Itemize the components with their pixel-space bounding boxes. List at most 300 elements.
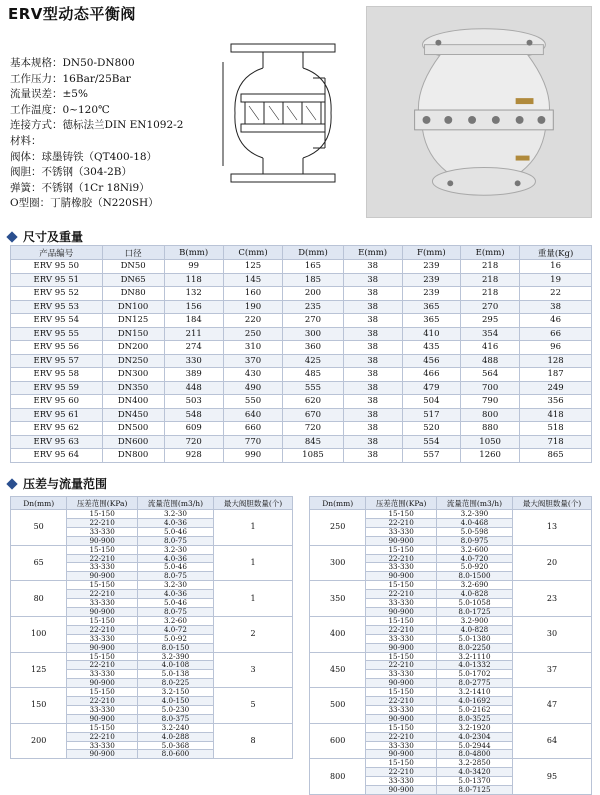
flow-range-cell: 4.0-72 [137, 625, 213, 634]
table-cell: 128 [520, 354, 592, 368]
flow-range-cell: 8.0-1500 [436, 572, 512, 581]
table-cell: 295 [461, 314, 520, 328]
table-row [310, 616, 592, 625]
flow-range-cell: 8.0-975 [436, 536, 512, 545]
table-cell: 38 [343, 287, 402, 301]
pressure-range-cell: 22-210 [366, 661, 437, 670]
table-cell: 250 [223, 327, 283, 341]
pressure-range-cell: 22-210 [67, 554, 138, 563]
table-cell: 38 [343, 395, 402, 409]
flow-range-cell: 4.0-828 [436, 625, 512, 634]
table-cell: 239 [402, 260, 460, 274]
table-cell: 274 [164, 341, 223, 355]
pressure-range-cell: 15-150 [67, 510, 138, 519]
max-cartridge-cell: 30 [513, 616, 592, 652]
table-cell: 640 [223, 408, 283, 422]
pressure-range-cell: 15-150 [366, 688, 437, 697]
table-cell: 190 [223, 300, 283, 314]
table-cell: 38 [343, 273, 402, 287]
column-header: 重量(Kg) [520, 246, 592, 260]
table-cell: 880 [461, 422, 520, 436]
pressure-range-cell: 15-150 [366, 545, 437, 554]
table-row [310, 581, 592, 590]
pressure-range-cell: 90-900 [366, 786, 437, 795]
table-cell: 609 [164, 422, 223, 436]
table-cell: 38 [343, 300, 402, 314]
table-cell: DN100 [102, 300, 164, 314]
max-cartridge-cell: 1 [214, 510, 293, 546]
header-row [11, 497, 293, 510]
flow-range-cell: 8.0-7125 [436, 786, 512, 795]
table-cell: 38 [520, 300, 592, 314]
table-cell: 365 [402, 300, 460, 314]
dn-cell: 50 [11, 510, 67, 546]
table-cell: 517 [402, 408, 460, 422]
pressure-range-cell: 33-330 [67, 634, 138, 643]
table-cell: 66 [520, 327, 592, 341]
dn-cell: 800 [310, 759, 366, 795]
spec-line: 阀胆：不锈钢（304-2B） [10, 166, 132, 179]
flow-range-cell: 4.0-720 [436, 554, 512, 563]
pressure-range-cell: 33-330 [366, 527, 437, 536]
pressure-range-cell: 15-150 [67, 723, 138, 732]
table-cell: 466 [402, 368, 460, 382]
pressure-range-cell: 22-210 [366, 518, 437, 527]
table-cell: 410 [402, 327, 460, 341]
flow-range-cell: 3.2-390 [137, 652, 213, 661]
table-cell: 418 [520, 408, 592, 422]
pressure-range-cell: 33-330 [366, 634, 437, 643]
pressure-range-cell: 90-900 [67, 714, 138, 723]
pressure-range-cell: 33-330 [366, 777, 437, 786]
table-row [310, 688, 592, 697]
table-cell: 218 [461, 273, 520, 287]
pressure-range-cell: 90-900 [67, 607, 138, 616]
flow-range-cell: 5.0-46 [137, 599, 213, 608]
table-cell: 800 [461, 408, 520, 422]
table-row [11, 287, 592, 301]
pressure-range-cell: 33-330 [366, 741, 437, 750]
table-cell: DN125 [102, 314, 164, 328]
max-cartridge-cell: 13 [513, 510, 592, 546]
table-cell: 845 [283, 435, 343, 449]
table-cell: 485 [283, 368, 343, 382]
table-row [310, 545, 592, 554]
table-cell: 770 [223, 435, 283, 449]
pressure-range-cell: 15-150 [366, 616, 437, 625]
table-cell: 720 [283, 422, 343, 436]
pressure-range-cell: 90-900 [67, 643, 138, 652]
max-cartridge-cell: 23 [513, 581, 592, 617]
flow-range-cell: 3.2-30 [137, 545, 213, 554]
table-cell: 1085 [283, 449, 343, 463]
table-cell: 132 [164, 287, 223, 301]
spec-line: 工作压力：16Bar/25Bar [10, 72, 131, 85]
table-cell: 46 [520, 314, 592, 328]
table-cell: 38 [343, 354, 402, 368]
table-cell: 270 [283, 314, 343, 328]
flow-range-cell: 8.0-2775 [436, 679, 512, 688]
table-cell: 330 [164, 354, 223, 368]
pressure-range-cell: 33-330 [366, 670, 437, 679]
flow-range-cell: 3.2-60 [137, 616, 213, 625]
max-cartridge-cell: 95 [513, 759, 592, 795]
max-cartridge-cell: 64 [513, 723, 592, 759]
flow-range-cell: 5.0-46 [137, 563, 213, 572]
dn-cell: 600 [310, 723, 366, 759]
table-row [310, 759, 592, 768]
table-cell: ERV 95 63 [11, 435, 103, 449]
table-cell: DN65 [102, 273, 164, 287]
table-cell: DN300 [102, 368, 164, 382]
pressure-range-cell: 90-900 [366, 643, 437, 652]
flow-range-cell: 3.2-30 [137, 581, 213, 590]
header-row [310, 497, 592, 510]
pressure-range-cell: 33-330 [366, 599, 437, 608]
pressure-range-cell: 15-150 [67, 688, 138, 697]
flow-range-cell: 5.0-1370 [436, 777, 512, 786]
flow-range-cell: 4.0-2304 [436, 732, 512, 741]
pressure-range-cell: 90-900 [366, 572, 437, 581]
spec-line: 弹簧：不锈钢（1Cr 18Ni9） [10, 181, 150, 194]
pressure-range-cell: 22-210 [67, 661, 138, 670]
table-cell: 354 [461, 327, 520, 341]
page-title: ERV型动态平衡阀 [8, 5, 136, 23]
flow-range-cell: 3.2-30 [137, 510, 213, 519]
table-cell: ERV 95 57 [11, 354, 103, 368]
table-cell: 200 [283, 287, 343, 301]
table-cell: 38 [343, 408, 402, 422]
pressure-range-cell: 90-900 [366, 679, 437, 688]
flow-range-cell: 4.0-288 [137, 732, 213, 741]
valve-section-drawing [213, 38, 353, 188]
max-cartridge-cell: 2 [214, 616, 293, 652]
table-cell: 99 [164, 260, 223, 274]
flow-range-cell: 3.2-240 [137, 723, 213, 732]
table-cell: 503 [164, 395, 223, 409]
table-cell: 365 [402, 314, 460, 328]
table-row [310, 723, 592, 732]
diamond-bullet-icon [6, 231, 17, 242]
column-header: Dn(mm) [11, 497, 67, 510]
flow-range-cell: 8.0-75 [137, 607, 213, 616]
table-cell: 118 [164, 273, 223, 287]
flow-range-cell: 8.0-4800 [436, 750, 512, 759]
table-cell: 564 [461, 368, 520, 382]
flow-range-cell: 3.2-1410 [436, 688, 512, 697]
table-cell: 504 [402, 395, 460, 409]
column-header: 流量范围(m3/h) [137, 497, 213, 510]
table-cell: 145 [223, 273, 283, 287]
table-cell: 38 [343, 381, 402, 395]
pressure-range-cell: 22-210 [366, 590, 437, 599]
flow-range-cell: 8.0-2250 [436, 643, 512, 652]
flow-range-cell: 4.0-108 [137, 661, 213, 670]
table-cell: DN250 [102, 354, 164, 368]
dn-cell: 80 [11, 581, 67, 617]
table-row [11, 314, 592, 328]
flow-range-cell: 8.0-225 [137, 679, 213, 688]
table-row [11, 408, 592, 422]
diamond-bullet-icon [6, 478, 17, 489]
spec-line: 连接方式：德标法兰DIN EN1092-2 [10, 119, 184, 132]
table-cell: 165 [283, 260, 343, 274]
flow-range-cell: 4.0-468 [436, 518, 512, 527]
table-cell: 38 [343, 435, 402, 449]
table-cell: 38 [343, 314, 402, 328]
pressure-range-cell: 22-210 [67, 625, 138, 634]
table-cell: 370 [223, 354, 283, 368]
table-row [11, 545, 293, 554]
flow-range-cell: 5.0-230 [137, 705, 213, 714]
table-cell: 490 [223, 381, 283, 395]
pressure-range-cell: 15-150 [366, 723, 437, 732]
pressure-range-cell: 90-900 [67, 572, 138, 581]
table-cell: 550 [223, 395, 283, 409]
table-cell: 38 [343, 327, 402, 341]
table-cell: 239 [402, 287, 460, 301]
max-cartridge-cell: 37 [513, 652, 592, 688]
dn-cell: 400 [310, 616, 366, 652]
flow-range-cell: 4.0-36 [137, 590, 213, 599]
pressure-range-cell: 15-150 [67, 545, 138, 554]
table-cell: 1260 [461, 449, 520, 463]
column-header: 压差范围(KPa) [366, 497, 437, 510]
table-cell: 518 [520, 422, 592, 436]
table-row [11, 422, 592, 436]
flow-range-cell: 5.0-138 [137, 670, 213, 679]
table-cell: 270 [461, 300, 520, 314]
valve-product-photo [366, 6, 592, 218]
spec-line: 阀体：球墨铸铁（QT400-18） [10, 150, 158, 163]
spec-line: 基本规格：DN50-DN800 [10, 57, 135, 69]
table-cell: 249 [520, 381, 592, 395]
dn-cell: 450 [310, 652, 366, 688]
flow-range-cell: 8.0-375 [137, 714, 213, 723]
pressure-range-cell: 22-210 [366, 697, 437, 706]
pressure-range-cell: 90-900 [67, 679, 138, 688]
table-cell: 865 [520, 449, 592, 463]
spec-line: O型圈：丁腈橡胶（N220SH） [10, 197, 159, 210]
flow-range-cell: 3.2-690 [436, 581, 512, 590]
spec-line: 工作温度：0~120℃ [10, 103, 110, 116]
table-cell: DN450 [102, 408, 164, 422]
table-cell: 718 [520, 435, 592, 449]
column-header: 压差范围(KPa) [67, 497, 138, 510]
column-header: E(mm) [343, 246, 402, 260]
table-cell: DN350 [102, 381, 164, 395]
flow-range-cell: 4.0-1332 [436, 661, 512, 670]
dn-cell: 65 [11, 545, 67, 581]
table-cell: DN800 [102, 449, 164, 463]
section-heading-flow: 压差与流量范围 [8, 475, 107, 492]
table-row [11, 341, 592, 355]
flow-range-cell: 8.0-150 [137, 643, 213, 652]
table-cell: 239 [402, 273, 460, 287]
pressure-range-cell: 90-900 [366, 536, 437, 545]
column-header: B(mm) [164, 246, 223, 260]
table-row [11, 395, 592, 409]
table-cell: 211 [164, 327, 223, 341]
table-row [11, 581, 293, 590]
dn-cell: 300 [310, 545, 366, 581]
table-row [11, 260, 592, 274]
table-cell: 1050 [461, 435, 520, 449]
pressure-range-cell: 22-210 [67, 732, 138, 741]
table-row [11, 354, 592, 368]
column-header: 最大阀胆数量(个) [513, 497, 592, 510]
pressure-range-cell: 15-150 [67, 581, 138, 590]
pressure-range-cell: 33-330 [67, 563, 138, 572]
pressure-range-cell: 90-900 [366, 714, 437, 723]
column-header: 最大阀胆数量(个) [214, 497, 293, 510]
table-cell: DN80 [102, 287, 164, 301]
table-cell: 720 [164, 435, 223, 449]
flow-range-cell: 5.0-920 [436, 563, 512, 572]
table-row [11, 616, 293, 625]
pressure-range-cell: 33-330 [67, 599, 138, 608]
pressure-range-cell: 22-210 [67, 518, 138, 527]
table-cell: 430 [223, 368, 283, 382]
table-cell: DN200 [102, 341, 164, 355]
table-cell: 187 [520, 368, 592, 382]
table-row [11, 381, 592, 395]
table-cell: 620 [283, 395, 343, 409]
flow-range-cell: 5.0-2944 [436, 741, 512, 750]
table-cell: ERV 95 58 [11, 368, 103, 382]
table-cell: DN400 [102, 395, 164, 409]
table-cell: ERV 95 54 [11, 314, 103, 328]
table-cell: 548 [164, 408, 223, 422]
dn-cell: 250 [310, 510, 366, 546]
flow-range-cell: 8.0-75 [137, 572, 213, 581]
table-cell: ERV 95 51 [11, 273, 103, 287]
table-cell: 456 [402, 354, 460, 368]
table-cell: 38 [343, 368, 402, 382]
pressure-range-cell: 33-330 [67, 741, 138, 750]
dn-cell: 350 [310, 581, 366, 617]
max-cartridge-cell: 20 [513, 545, 592, 581]
table-cell: 16 [520, 260, 592, 274]
pressure-range-cell: 90-900 [366, 607, 437, 616]
flow-range-cell: 4.0-36 [137, 518, 213, 527]
table-cell: 38 [343, 422, 402, 436]
flow-range-cell: 5.0-46 [137, 527, 213, 536]
flow-range-cell: 5.0-1380 [436, 634, 512, 643]
table-cell: 300 [283, 327, 343, 341]
table-cell: DN500 [102, 422, 164, 436]
pressure-range-cell: 15-150 [366, 581, 437, 590]
table-cell: 160 [223, 287, 283, 301]
table-cell: 156 [164, 300, 223, 314]
pressure-range-cell: 15-150 [366, 759, 437, 768]
table-cell: 488 [461, 354, 520, 368]
table-row [310, 652, 592, 661]
table-row [11, 327, 592, 341]
table-cell: ERV 95 53 [11, 300, 103, 314]
table-cell: 310 [223, 341, 283, 355]
flow-table-right [309, 496, 592, 795]
pressure-range-cell: 90-900 [67, 536, 138, 545]
table-cell: 218 [461, 260, 520, 274]
table-cell: 790 [461, 395, 520, 409]
table-cell: ERV 95 56 [11, 341, 103, 355]
pressure-range-cell: 15-150 [366, 510, 437, 519]
flow-range-cell: 8.0-3525 [436, 714, 512, 723]
pressure-range-cell: 33-330 [366, 563, 437, 572]
flow-range-cell: 4.0-3420 [436, 768, 512, 777]
pressure-range-cell: 22-210 [366, 768, 437, 777]
table-cell: 990 [223, 449, 283, 463]
table-cell: 356 [520, 395, 592, 409]
table-cell: 416 [461, 341, 520, 355]
flow-range-cell: 8.0-75 [137, 536, 213, 545]
table-cell: 435 [402, 341, 460, 355]
table-row [11, 510, 293, 519]
table-row [11, 368, 592, 382]
table-cell: 448 [164, 381, 223, 395]
max-cartridge-cell: 1 [214, 581, 293, 617]
table-row [11, 435, 592, 449]
table-cell: ERV 95 60 [11, 395, 103, 409]
table-cell: 125 [223, 260, 283, 274]
flow-range-cell: 4.0-36 [137, 554, 213, 563]
table-cell: ERV 95 55 [11, 327, 103, 341]
table-cell: 555 [283, 381, 343, 395]
flow-range-cell: 5.0-368 [137, 741, 213, 750]
spec-list [10, 56, 225, 212]
spec-line: 材料： [10, 134, 42, 147]
max-cartridge-cell: 1 [214, 545, 293, 581]
flow-range-cell: 3.2-1920 [436, 723, 512, 732]
table-cell: 389 [164, 368, 223, 382]
table-cell: 19 [520, 273, 592, 287]
dimension-table [10, 245, 592, 463]
table-cell: 38 [343, 260, 402, 274]
flow-range-cell: 3.2-1110 [436, 652, 512, 661]
spec-line: 流量误差：±5% [10, 88, 88, 101]
flow-range-cell: 3.2-150 [137, 688, 213, 697]
table-row [11, 688, 293, 697]
pressure-range-cell: 22-210 [67, 590, 138, 599]
max-cartridge-cell: 8 [214, 723, 293, 759]
table-cell: 660 [223, 422, 283, 436]
flow-range-cell: 8.0-600 [137, 750, 213, 759]
pressure-range-cell: 33-330 [67, 705, 138, 714]
table-cell: 38 [343, 341, 402, 355]
table-cell: DN50 [102, 260, 164, 274]
table-cell: ERV 95 64 [11, 449, 103, 463]
table-cell: ERV 95 50 [11, 260, 103, 274]
table-row [11, 273, 592, 287]
table-cell: 479 [402, 381, 460, 395]
table-row [310, 510, 592, 519]
pressure-range-cell: 90-900 [67, 750, 138, 759]
column-header: E(mm) [461, 246, 520, 260]
dn-cell: 100 [11, 616, 67, 652]
table-cell: 235 [283, 300, 343, 314]
column-header: C(mm) [223, 246, 283, 260]
flow-range-cell: 5.0-1058 [436, 599, 512, 608]
table-row [11, 723, 293, 732]
pressure-range-cell: 22-210 [366, 554, 437, 563]
table-cell: 360 [283, 341, 343, 355]
pressure-range-cell: 15-150 [366, 652, 437, 661]
table-cell: 425 [283, 354, 343, 368]
table-cell: 184 [164, 314, 223, 328]
table-cell: 38 [343, 449, 402, 463]
table-cell: 557 [402, 449, 460, 463]
